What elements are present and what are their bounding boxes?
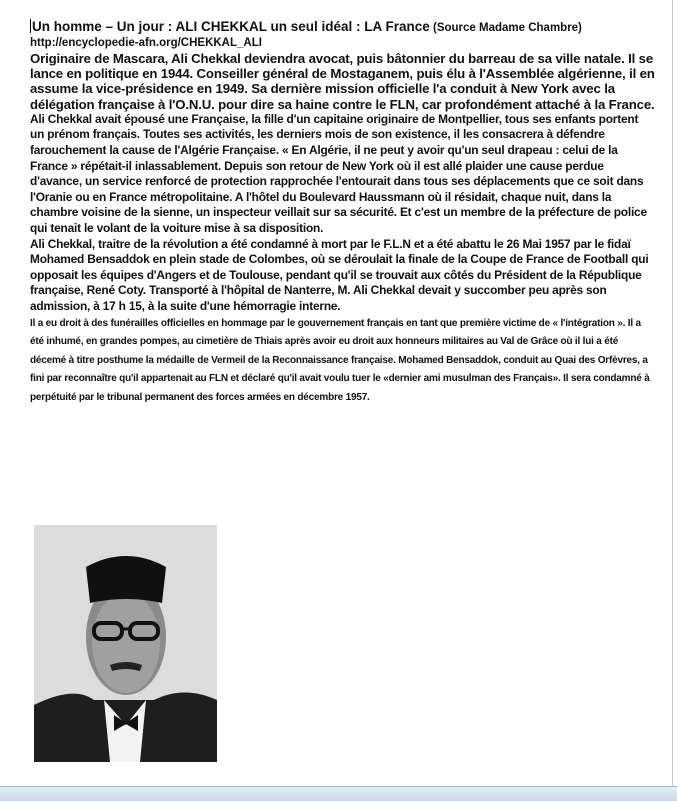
document-title [30,19,655,36]
document-body [30,19,655,408]
paragraph-3: Ali Chekkal, traitre de la révolution a été condamné à mort par le F.L.N et a été abattu le 26 Mai 1957 par le fidaï Mohamed Bensaddok en plein stade de Colombes, où se déroulait la finale de la Coupe de France de Football qui opposait les équipes d'Angers et de Toulouse, pendant qu'il se trouvait aux côtés du Président de la République française, René Coty. Transporté à l'hôpital de Nanterre, M. Ali Chekkal devait y succomber peu après son admission, à 17 h 15, à la suite d'une hémorragie interne. [30,236,649,313]
paragraph-1: Originaire de Mascara, Ali Chekkal deviendra avocat, puis bâtonnier du barreau de sa ville natale. Il se lance en politique en 1944. Conseiller général de Mostaganem, puis élu à l'Assemblée algérienne, il en assume la vice-présidence en 1949. Sa dernière mission officielle l'a conduit à New York avec la délégation française à l'O.N.U. pour dire sa haine contre le FLN, car profondément attaché à la France. [30,51,655,112]
title-source: (Source Madame Chambre) [429,22,582,34]
title-main: Un homme – Un jour : ALI CHEKKAL un seul idéal : LA France [32,19,430,34]
taskbar [0,786,677,801]
text-cursor [30,19,31,33]
portrait-photo [34,525,217,762]
paragraph-4: Il a eu droit à des funérailles officielles en hommage par le gouvernement français en tant que première victime de « l'intégration ». Il a été inhumé, en grandes pompes, au cimetière de Thiais après avoir eu droit aux honneurs militaires au Val de Grâce où il lui a été décemé à titre posthume la médaille de Vermeil de la Reconnaissance française. Mohamed Bensaddok, conduit au Quai des Orfèvres, a fini par reconnaître qu'il appartenait au FLN et déclaré qu'il avait voulu tuer le «dernier ami musulman des Français». Il sera condamné à perpétuité par le tribunal permanent des forces armées en décembre 1957. [30,317,650,403]
portrait-illustration [34,525,217,762]
source-url[interactable]: http://encyclopedie-afn.org/CHEKKAL_ALI [30,37,262,49]
paragraph-2: Ali Chekkal avait épousé une Française, la fille d'un capitaine originaire de Montpellier, tous ses enfants portent un prénom français. Toutes ses activités, les derniers mois de son existence, il les consacrera à défendre farouchement la cause de l'Algérie Française. « En Algérie, il ne peut y avoir qu'un seul drapeau : celui de la France » répétait-il inlassablement. Depuis son retour de New York où il est allé plaider une cause perdue d'avance, un service renforcé de protection rapprochée l'entourait dans tous ses déplacements que ce soit dans l'Oranie ou en France métropolitaine. A l'hôtel du Boulevard Haussmann où il résidait, chaque nuit, dans la chambre voisine de la sienne, un inspecteur veillait sur sa sécurité. Et c'est un membre de la préfecture de police qui tenait le volant de la voiture mise à sa disposition. [30,111,647,235]
